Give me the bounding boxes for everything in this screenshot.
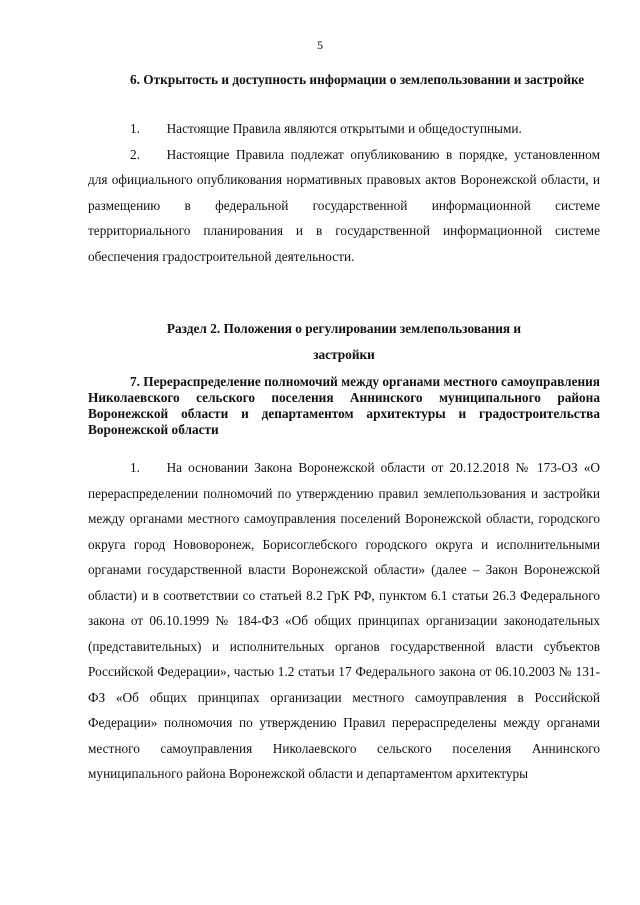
section-7-paragraph-1: 1. На основании Закона Воронежской области от 20.12.2018 № 173-ОЗ «О перераспределении полномочий по утверждению правил землепользования и застройки между органами местного самоуправления поселений Воронежской области, городского округа город Нововоронеж, Борисоглебского городского округа и исполнительными органами государственной власти Воронежской области» (далее – Закон Воронежской области) и в соответствии со статьей 8.2 ГрК РФ, пунктом 6.1 статьи 26.3 Федерального закона от 06.10.1999 № 184-ФЗ «Об общих принципах организации законодательных (представительных) и исполнительных органов государственной власти субъектов Российской Федерации», частью 1.2 статьи 17 Федерального закона от 06.10.2003 № 131-ФЗ «Об общих принципах организации местного самоуправления в Российской Федерации» полномочия по утверждению Правил перераспределены между органами местного самоуправления Николаевского сельского поселения Аннинского муниципального района Воронежской области и департаментом архитектуры <box>88 460 600 781</box>
section-7-body <box>88 455 600 787</box>
section-6-body <box>88 116 600 269</box>
part-2-title <box>88 316 600 367</box>
section-6-heading: 6. Открытость и доступность информации о землепользовании и застройке <box>130 72 585 87</box>
part-2-title-line-1: Раздел 2. Положения о регулировании землепользования и <box>166 321 522 336</box>
page-number: 5 <box>317 38 323 52</box>
section-6-paragraph-1: 1. Настоящие Правила являются открытыми и общедоступными. <box>130 121 522 136</box>
section-7-heading: 7. Перераспределение полномочий между органами местного самоуправления Николаевского сельского поселения Аннинского муниципального района Воронежской области и департаментом архитектуры и градостроительства Воронежской области <box>88 374 600 437</box>
part-2-title-line-2: застройки <box>313 346 375 362</box>
section-6-paragraph-2: 2. Настоящие Правила подлежат опубликованию в порядке, установленном для официального опубликования нормативных правовых актов Воронежской области, и размещению в федеральной государственной информационной системе территориального планирования и в государственной информационной системе обеспечения градостроительной деятельности. <box>88 146 600 264</box>
